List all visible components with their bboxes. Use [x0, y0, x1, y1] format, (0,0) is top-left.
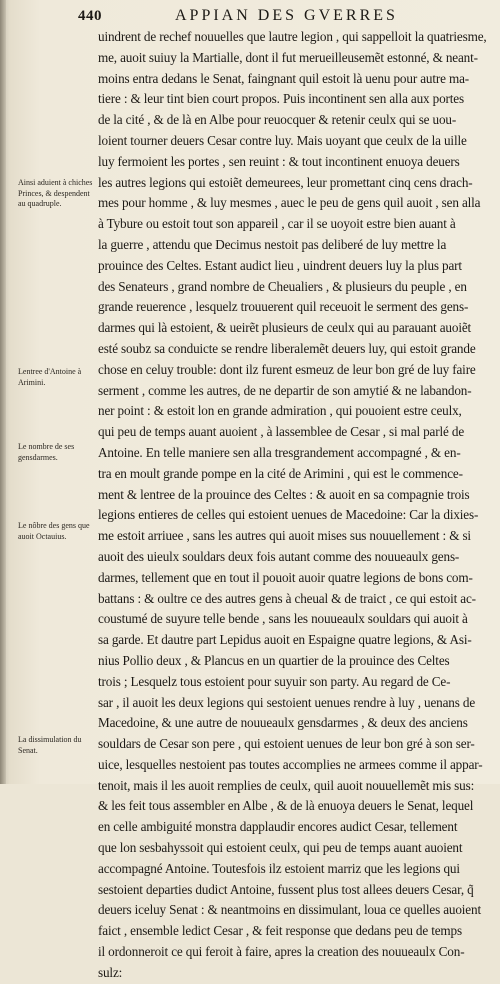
page-header [0, 6, 500, 26]
text-line: sa garde. Et dautre part Lepidus auoit en Espaigne quatre legions, & Asi- [98, 632, 472, 648]
text-line: tiere : & leur tint bien court propos. Puis incontinent sen alla aux portes [98, 91, 464, 107]
text-line: & les feit tous assembler en Albe , & de là enuoya deuers le Senat, lequel [98, 798, 474, 814]
book-spine-shadow [0, 0, 6, 784]
margin-note: Le nombre de ses gensdarmes. [18, 442, 75, 462]
text-line: de la cité , & de là en Albe pour reuocquer & retenir ceulx qui se uou- [98, 112, 457, 128]
text-line: des Senateurs , grand nombre de Cheualiers , & plusieurs du peuple , en [98, 278, 467, 294]
margin-note: Le nôbre des gens que auoit Octauius. [18, 521, 90, 541]
text-line: chose en celuy trouble: dont ilz furent esmeuz de leur bon gré de luy faire [98, 361, 476, 377]
margin-note: Ainsi aduient à chiches Princes, & despendent au quadruple. [18, 178, 93, 208]
body-text [98, 27, 490, 984]
text-line: esté soubz sa conduicte se rendre liberalemẽt deuers luy, qui estoit grande [98, 340, 476, 356]
text-line: uice, lesquelles nestoient pas toutes accomplies ne armees comme il appar- [98, 756, 483, 772]
text-line: nius Pollio deux , & Plancus en un quartier de la prouince des Celtes [98, 652, 450, 668]
text-line: tenoit, mais il les auoit remplies de ceulx, quil auoit nouuellemẽt mis sus: [98, 777, 475, 793]
text-line: sulz: [98, 964, 123, 980]
text-line: accompagné Antoine. Toutesfois ilz estoient marriz que les legions qui [98, 860, 460, 876]
text-line: me, auoit suiuy la Martialle, dont il fut merueilleusemẽt estonné, & neant- [98, 49, 478, 65]
text-line: en celle ambiguité monstra dapplaudir encores audict Cesar, tellement [98, 819, 458, 835]
text-line: il ordonneroit ce qui feroit à faire, apres la creation des nouueaulx Con- [98, 944, 465, 960]
text-line: serment , comme les autres, de ne departir de son amytié & ne labandon- [98, 382, 472, 398]
text-line: mes pour homme , & luy mesmes , auec le peu de gens quil auoit , sen alla [98, 195, 481, 211]
text-line: coustumé de suyure telle bende , sans les nouueaulx souldars qui auoit à [98, 611, 468, 627]
text-line: moins entra dedans le Senat, faingnant quil estoit là uenu pour autre ma- [98, 70, 470, 86]
text-line: prouince des Celtes. Estant audict lieu , uindrent deuers luy la plus part [98, 257, 462, 273]
text-line: deuers iceluy Senat : & neantmoins en dissimulant, loua ce quelles auoient [98, 902, 481, 918]
text-line: grande reuerence , lesquelz trouuerent quil receuoit le serment des gens- [98, 299, 469, 315]
text-line: me estoit arriuee , sans les autres qui auoit mises sus nouuellement : & si [98, 528, 471, 544]
text-line: legions entieres de celles qui estoient uenues de Macedoine: Car la dixies- [98, 507, 479, 523]
text-line: darmes qui là estoient, & ueirẽt plusieurs de ceulx qui au parauant auoiẽt [98, 320, 472, 336]
text-line: sar , il auoit les deux legions qui sestoient uenues rendre à luy , uenans de [98, 694, 476, 710]
text-line: les autres legions qui estoiẽt demeurees, leur promettant cinq cens drach- [98, 174, 473, 190]
text-line: Macedoine, & une autre de nouueaulx gensdarmes , & deux des anciens [98, 715, 468, 731]
text-line: darmes, tellement que en tout il pouoit auoir quatre legions de bons com- [98, 569, 473, 585]
text-line: uindrent de rechef nouuelles que lautre legion , qui sappelloit la quatriesme, [98, 29, 487, 44]
text-line: loient tourner deuers Cesar contre luy. Mais uoyant que ceulx de la uille [98, 132, 467, 148]
margin-note: Lentree d'Antoine à Arimini. [18, 367, 82, 387]
text-line: qui peu de temps auant auoient , à lassemblee de Cesar , si mal parlé de [98, 424, 465, 440]
text-line: tra en moult grande pompe en la cité de Arimini , qui est le commence- [98, 465, 463, 481]
page-number: 440 [78, 8, 102, 24]
text-line: sestoient departies dudict Antoine, fussent plus tost allees deuers Cesar, q̃ [98, 881, 474, 897]
text-line: Antoine. En telle maniere sen alla tresgrandement accompagné , & en- [98, 444, 461, 460]
running-title: APPIAN DES GVERRES [175, 7, 398, 24]
text-line: faict , ensemble ledict Cesar , & feit response que dedans peu de temps [98, 923, 462, 939]
margin-note: La dissimulation du Senat. [18, 735, 82, 755]
text-line: que lon sesbahyssoit qui estoient ceulx, qui peu de temps auant auoient [98, 840, 463, 856]
text-line: ment & lentree de la prouince des Celtes : & auoit en sa compagnie trois [98, 486, 470, 502]
text-line: à Tybure ou estoit tout son appareil , car il se uoyoit estre bien auant à [98, 216, 456, 232]
text-line: la guerre , attendu que Decimus nestoit pas deliberé de luy mettre la [98, 236, 447, 252]
text-line: auoit des uieulx souldars deux fois autant comme des nouueaulx gens- [98, 548, 460, 564]
text-line: ner point : & estoit lon en grande admiration , qui pouoient estre ceulx, [98, 403, 462, 419]
text-line: luy fermoient les portes , sen reuint : & tout incontinent enuoya deuers [98, 153, 460, 169]
text-line: battans : & oultre ce des autres gens à cheual & de traict , ce qui estoit ac- [98, 590, 476, 606]
text-line: trois ; Lesquelz tous estoient pour suyuir son party. Au regard de Ce- [98, 673, 451, 689]
text-line: souldars de Cesar son pere , qui estoient uenues de leur bon gré à son ser- [98, 736, 475, 752]
